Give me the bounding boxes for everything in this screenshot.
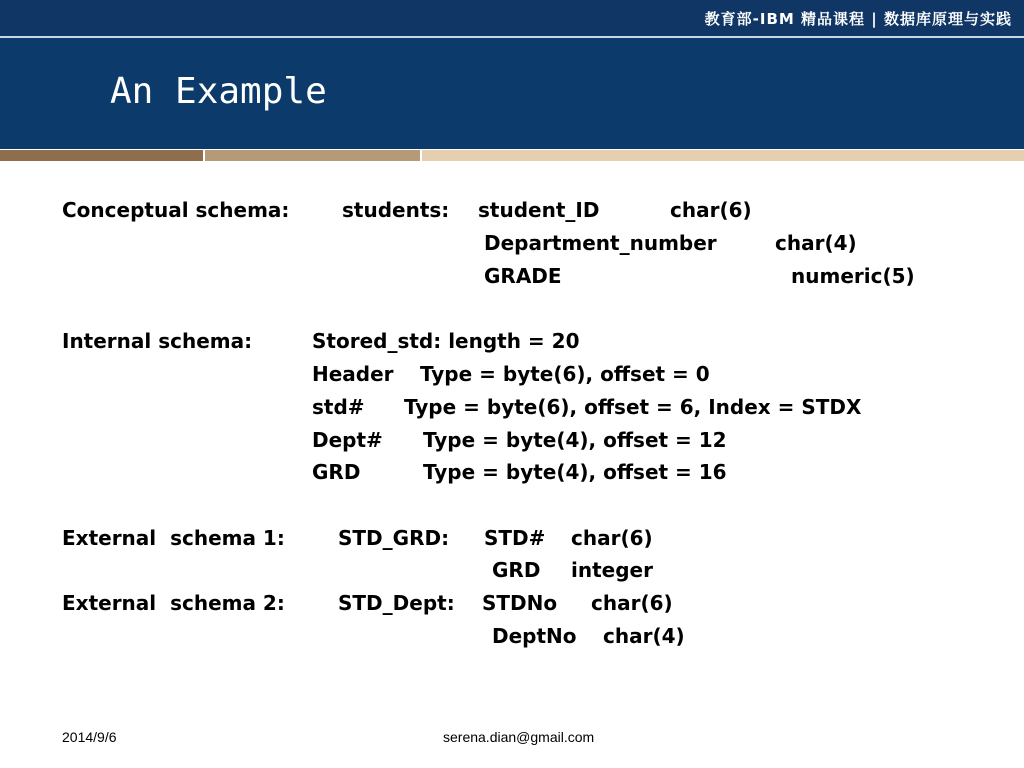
external-1-view: STD_GRD: bbox=[338, 526, 450, 550]
internal-field-desc: Type = byte(6), offset = 0 bbox=[420, 362, 710, 386]
internal-field-desc: Type = byte(4), offset = 12 bbox=[423, 428, 727, 452]
course-brand: 教育部-IBM 精品课程 | 数据库原理与实践 bbox=[704, 10, 1012, 28]
conceptual-field: GRADE bbox=[484, 264, 562, 288]
external-1-field: GRD bbox=[492, 558, 541, 582]
conceptual-field: Department_number bbox=[484, 231, 717, 255]
stripe-dark bbox=[0, 150, 203, 161]
stripe-light bbox=[422, 150, 1024, 161]
internal-field: Header bbox=[312, 362, 394, 386]
external-2-type: char(4) bbox=[603, 624, 685, 648]
conceptual-field: student_ID bbox=[478, 198, 600, 222]
footer-date: 2014/9/6 bbox=[62, 729, 117, 745]
external-1-type: integer bbox=[571, 558, 653, 582]
conceptual-type: char(4) bbox=[775, 231, 857, 255]
internal-field: Dept# bbox=[312, 428, 383, 452]
internal-schema-label: Internal schema: bbox=[62, 329, 253, 353]
external-schema-1-label: External schema 1: bbox=[62, 526, 285, 550]
external-2-view: STD_Dept: bbox=[338, 591, 455, 615]
conceptual-schema-label: Conceptual schema: bbox=[62, 198, 290, 222]
external-1-field: STD# bbox=[484, 526, 546, 550]
external-2-field: STDNo bbox=[482, 591, 558, 615]
internal-stored-record: Stored_std: length = 20 bbox=[312, 329, 580, 353]
top-banner bbox=[0, 0, 1024, 36]
decorative-stripes bbox=[0, 150, 1024, 161]
internal-field-desc: Type = byte(4), offset = 16 bbox=[423, 460, 727, 484]
external-2-field: DeptNo bbox=[492, 624, 577, 648]
conceptual-entity: students: bbox=[342, 198, 450, 222]
internal-field: std# bbox=[312, 395, 365, 419]
external-1-type: char(6) bbox=[571, 526, 653, 550]
conceptual-type: char(6) bbox=[670, 198, 752, 222]
stripe-mid bbox=[205, 150, 420, 161]
footer-email: serena.dian@gmail.com bbox=[443, 729, 595, 745]
external-2-type: char(6) bbox=[591, 591, 673, 615]
external-schema-2-label: External schema 2: bbox=[62, 591, 285, 615]
internal-field: GRD bbox=[312, 460, 361, 484]
conceptual-type: numeric(5) bbox=[791, 264, 915, 288]
internal-field-desc: Type = byte(6), offset = 6, Index = STDX bbox=[404, 395, 862, 419]
slide-title: An Example bbox=[110, 71, 327, 112]
